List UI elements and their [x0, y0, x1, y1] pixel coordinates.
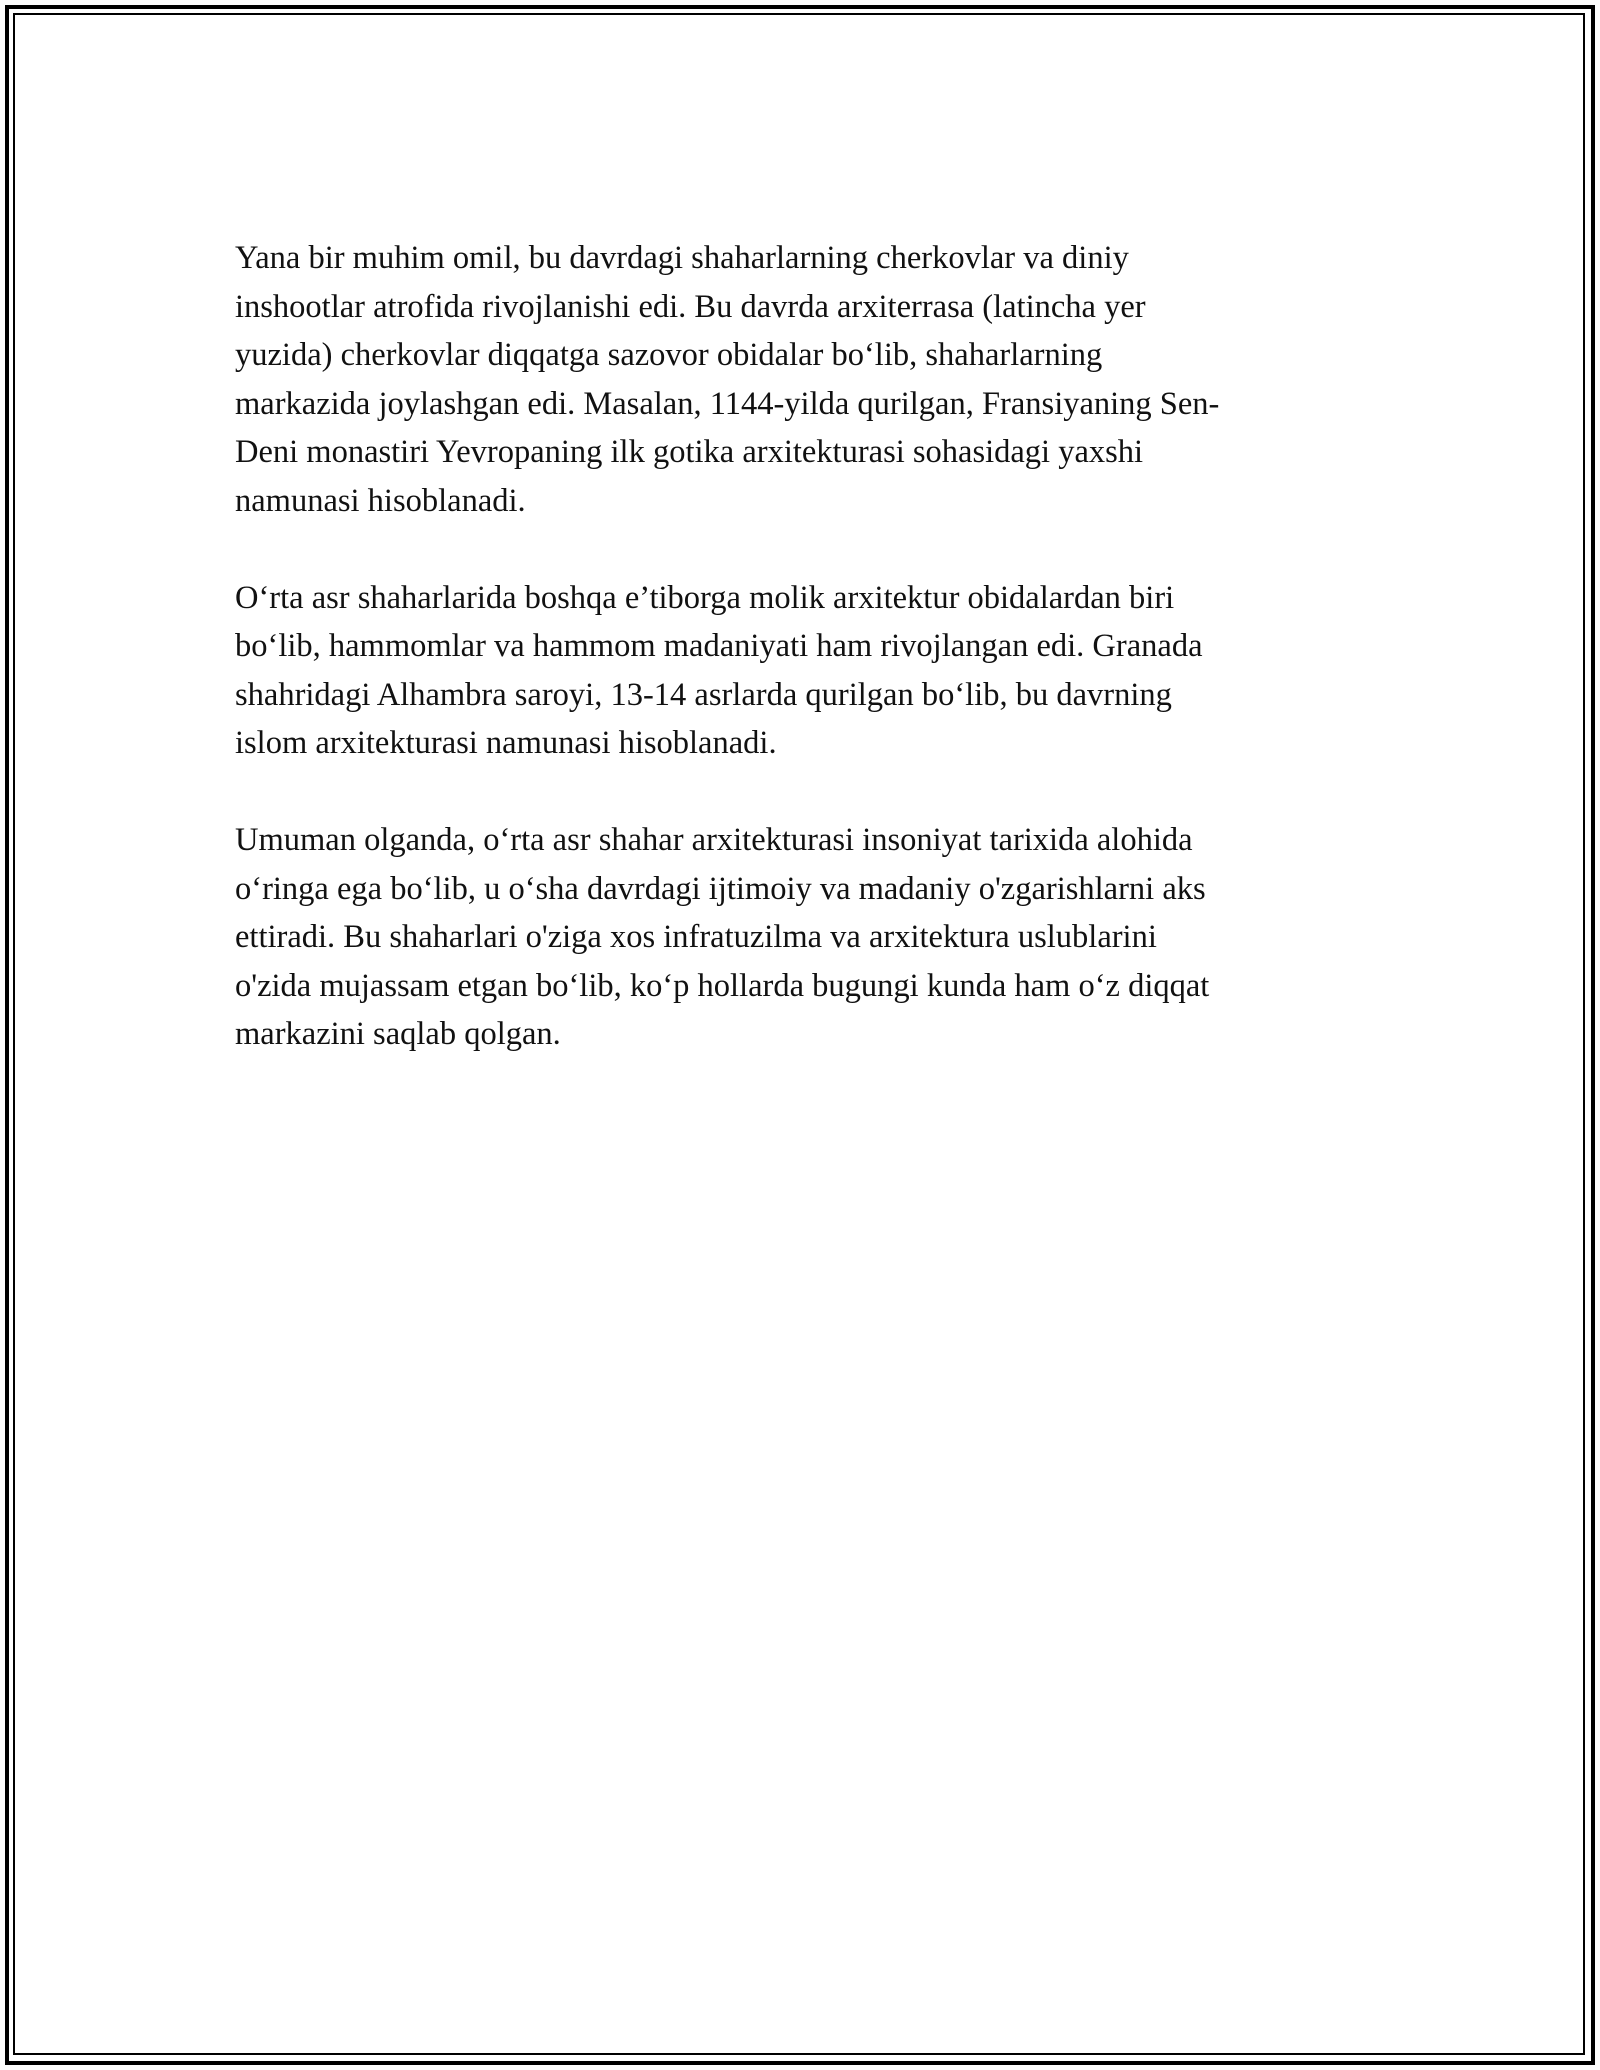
text-line: Deni monastiri Yevropaning ilk gotika arxitekturasi sohasidagi yaxshi — [235, 434, 1144, 470]
text-line: markazida joylashgan edi. Masalan, 1144-yilda qurilgan, Fransiyaning Sen- — [235, 385, 1220, 422]
text-line: yuzida) cherkovlar diqqatga sazovor obidalar bo‘lib, shaharlarning — [235, 337, 1103, 373]
text-line: ettiradi. Bu shaharlari o'ziga xos infratuzilma va arxitektura uslublarini — [235, 919, 1157, 955]
paragraph-1 — [235, 234, 1355, 525]
paragraph-2 — [235, 574, 1355, 768]
text-line: shahridagi Alhambra saroyi, 13-14 asrlarda qurilgan bo‘lib, bu davrning — [235, 676, 1172, 713]
text-line: namunasi hisoblanadi. — [235, 482, 526, 519]
text-line: Yana bir muhim omil, bu davrdagi shaharlarning cherkovlar va diniy — [235, 240, 1129, 276]
text-line: Umuman olganda, o‘rta asr shahar arxitekturasi insoniyat tarixida alohida — [235, 822, 1193, 858]
text-line: inshootlar atrofida rivojlanishi edi. Bu davrda arxiterrasa (latincha yer — [235, 288, 1146, 325]
document-body — [235, 234, 1355, 1107]
text-line: bo‘lib, hammomlar va hammom madaniyati ham rivojlangan edi. Granada — [235, 628, 1203, 664]
text-line: markazini saqlab qolgan. — [235, 1016, 561, 1052]
text-line: islom arxitekturasi namunasi hisoblanadi. — [235, 725, 777, 761]
text-line: O‘rta asr shaharlarida boshqa e’tiborga molik arxitektur obidalardan biri — [235, 579, 1175, 616]
paragraph-3 — [235, 816, 1355, 1059]
text-line: o‘ringa ega bo‘lib, u o‘sha davrdagi ijtimoiy va madaniy o'zgarishlarni aks — [235, 870, 1206, 907]
text-line: o'zida mujassam etgan bo‘lib, ko‘p hollarda bugungi kunda ham o‘z diqqat — [235, 967, 1210, 1004]
